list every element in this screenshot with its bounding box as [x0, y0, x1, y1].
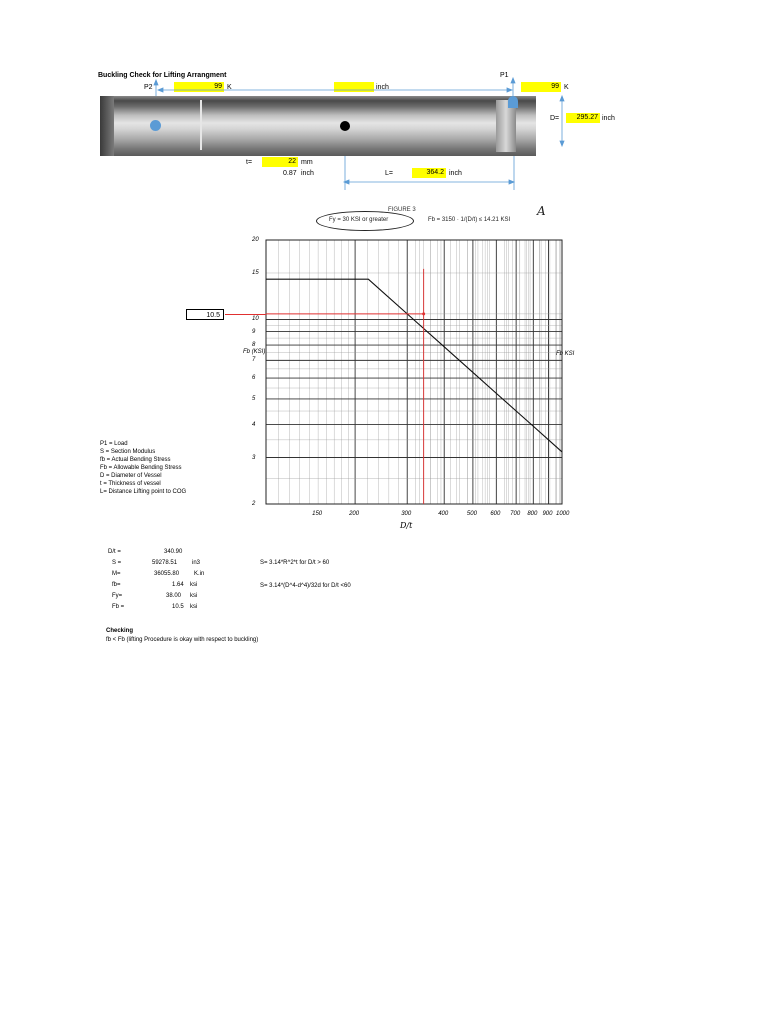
result-row	[108, 570, 238, 581]
result-unit: in3	[192, 560, 201, 566]
result-value: 36055.80	[154, 571, 180, 577]
formula-small-dt: S= 3.14*(D^4-d^4)/32d for D/t <60	[260, 583, 351, 589]
result-label: Fb =	[112, 604, 125, 610]
result-value: 10.5	[172, 604, 184, 610]
result-unit: K.in	[194, 571, 205, 577]
chart-y-tick: 15	[252, 269, 259, 276]
chart-mark: A	[537, 204, 546, 218]
chart-y-tick: 9	[252, 328, 256, 335]
chart-y-tick: 8	[252, 342, 256, 349]
chart-y-tick: 10	[252, 316, 259, 323]
p2-label: P2	[144, 84, 153, 91]
buckling-chart	[262, 236, 570, 508]
l-label: L=	[385, 170, 393, 177]
chart-x-tick: 800	[527, 511, 538, 517]
fb-reading-box[interactable]: 10.5	[186, 309, 224, 320]
chart-y-tick: 20	[252, 237, 259, 243]
legend-item: t = Thickness of vessel	[100, 481, 161, 487]
d-label: D=	[550, 115, 560, 122]
reading-point	[422, 312, 425, 315]
chart-y-tick: 4	[252, 421, 256, 428]
chart-x-tick: 600	[490, 511, 501, 517]
result-unit: ksi	[190, 604, 198, 610]
results-table	[108, 548, 238, 614]
legend-item: S = Section Modulus	[100, 449, 156, 455]
vessel-cylinder	[100, 96, 536, 156]
chart-x-tick: 500	[466, 511, 477, 517]
l-value-cell[interactable]: 364.2	[412, 168, 446, 178]
chart-x-tick: 1000	[556, 511, 570, 517]
t-unit: mm	[301, 159, 313, 166]
result-value: 59278.51	[152, 560, 178, 566]
p2-lift-point-icon	[150, 120, 161, 131]
chart-x-tick: 150	[312, 511, 323, 517]
p2-unit: K	[227, 84, 232, 91]
chart-x-tick: 700	[510, 511, 521, 517]
result-unit: ksi	[190, 582, 198, 588]
t-value-cell[interactable]: 22	[262, 157, 298, 167]
series-line	[266, 279, 562, 452]
p1-label: P1	[500, 72, 509, 79]
chart-y-tick: 2	[252, 501, 256, 507]
result-row	[108, 581, 238, 592]
chart-y-tick: 7	[252, 357, 256, 364]
result-label: S =	[112, 560, 122, 566]
chart-y-tick: 5	[252, 395, 256, 402]
p1-unit: K	[564, 84, 569, 91]
chart-x-tick: 300	[401, 511, 412, 517]
d-unit: inch	[602, 115, 615, 122]
span-unit: inch	[376, 84, 389, 91]
result-label: D/t =	[108, 549, 121, 555]
t-inch-value: 0.87	[283, 170, 297, 177]
result-value: 340.90	[164, 549, 183, 555]
fb-reading-connector	[225, 314, 266, 315]
result-label: Fy=	[112, 593, 123, 599]
t-inch-unit: inch	[301, 170, 314, 177]
page-title: Buckling Check for Lifting Arrangment	[98, 72, 227, 79]
chart-x-tick: 900	[542, 511, 553, 517]
chart-fy-text: Fy = 30 KSI or greater	[329, 217, 389, 223]
checking-line: fb < Fb (lifting Procedure is okay with respect to buckling)	[106, 637, 259, 643]
chart-xlabel: D/t	[400, 521, 413, 530]
legend-item: D = Diameter of Vessel	[100, 473, 162, 479]
d-value-cell[interactable]: 295.27	[566, 113, 600, 123]
chart-x-tick: 400	[438, 511, 449, 517]
legend	[100, 440, 186, 496]
result-unit: ksi	[190, 593, 198, 599]
legend-item: Fb = Allowable Bending Stress	[100, 465, 182, 471]
chart-figure-label: FIGURE 3	[388, 207, 416, 213]
cog-icon	[340, 121, 350, 131]
chart-fb-formula: Fb = 3150 · 1/(D/t) ≤ 14.21 KSI	[428, 217, 511, 223]
result-row	[108, 548, 238, 559]
result-value: 1.64	[172, 582, 184, 588]
chart-y-tick: 6	[252, 375, 256, 382]
p2-value-cell[interactable]: 99	[174, 82, 224, 92]
chart-x-tick: 200	[349, 511, 360, 517]
l-unit: inch	[449, 170, 462, 177]
formula-large-dt: S= 3.14*R^2*t for D/t > 60	[260, 560, 330, 566]
chart-y-tick: 3	[252, 454, 256, 461]
result-value: 38.00	[166, 593, 182, 599]
legend-item: fb = Actual Bending Stress	[100, 457, 171, 463]
result-row	[108, 603, 238, 614]
legend-item: L= Distance Lifting point to COG	[100, 489, 187, 495]
chart-ylabel-left: Fb (KSI)	[243, 349, 266, 355]
chart-ylabel-right: Fb KSI	[556, 351, 575, 357]
result-label: M=	[112, 571, 121, 577]
legend-item: P1 = Load	[100, 441, 128, 447]
checking-title: Checking	[106, 628, 134, 634]
result-row	[108, 559, 238, 570]
chart-plot	[262, 236, 570, 508]
p1-value-cell[interactable]: 99	[521, 82, 561, 92]
t-label: t=	[246, 159, 253, 166]
p1-lift-point-icon	[508, 96, 518, 108]
result-row	[108, 592, 238, 603]
result-label: fb=	[112, 582, 121, 588]
